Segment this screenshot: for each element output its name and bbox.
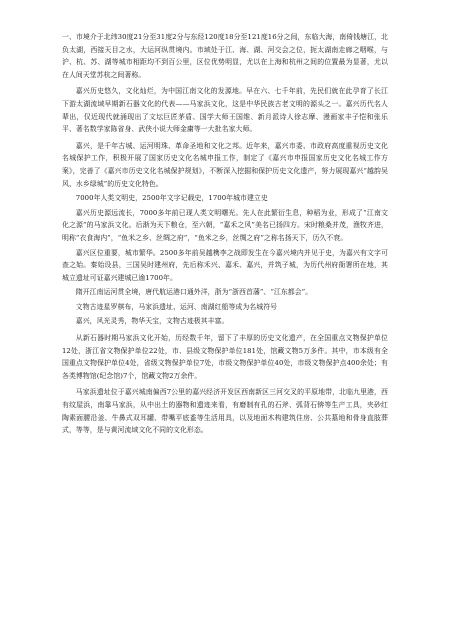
paragraph-city-founding: 嘉兴区位重要，城市繁华。2500多年前吴越槜李之战即发生在今嘉兴境内并见于史，为嘉兴有文字可查之始。秦始设县，三国吴时建州府，先后称禾兴、嘉禾、嘉兴，并筑子城，为历代州府衙署所在地，其城立遗址可证嘉兴建城已逾1700年。 <box>62 248 388 282</box>
section-heading-relics: 文物古迹星罗棋布，马家浜遗址、运河、南湖红船等成为名城符号 <box>75 302 278 311</box>
section-heading-civilization: 7000年人类文明史，2500年文字记载史，1700年城市建立史 <box>75 194 268 203</box>
paragraph-majiabang-site: 马家浜遗址位于嘉兴城南偏西7公里的嘉兴经济开发区西南新区三河交叉的平原地带，北临九里港，西有纹屋浜，南靠马家浜，从中出土的器物和遗迹来看，有磨制有孔的石斧、弧背石锛等生产工具，夹砂红陶素面腰沿釜、牛鼻式双耳罐、带嘴平底盉等生活用具，以及地面木构建筑住房、公共墓地和骨身直肢葬式，等等，是与黄河流域文化不同的文化形态。 <box>62 388 388 435</box>
paragraph-canal: 隋开江南运河贯全境，唐代航运港口通外洋，浙为“浙西首藩”、“江东都会”。 <box>75 288 313 297</box>
paragraph-origins: 嘉兴历史源远流长，7000多年前已现人类文明曙光。先人在此繁衍生息，种稻为业，形成了“江南文化之源”的马家浜文化。后渐为天下粮仓，至六朝，“嘉禾之风”美名已扬四方。宋时粮桑并茂，渔牧齐进，明称“衣食海内”，“鱼米之乡、丝绸之府”，“鱼米之乡，丝绸之府”之称名扬天下，历久不衰。 <box>62 208 388 242</box>
paragraph-history: 嘉兴历史悠久，文化灿烂，为中国江南文化的发源地。早在六、七千年前，先民们就在此孕育了长江下游太湖流域早期新石器文化的代表——马家浜文化，这是中华民族古老文明的源头之一。嘉兴历代名人辈出，仅近现代就涌现出了文坛巨匠茅盾、国学大师王国维、新月派诗人徐志摩、漫画家丰子恺和张乐平、著名数学家陈省身、武侠小说大师金庸等一大批名家大师。 <box>62 87 388 134</box>
paragraph-scenery: 嘉兴，风光灵秀，物华天宝，文物古迹极其丰富。 <box>75 317 229 326</box>
paragraph-location: 一、市境介于北纬30度21分至31度2分与东经120度18分至121度16分之间，东临大海，南倚钱塘江，北负太湖，西接天目之水，大运河纵贯境内。市域处于江、海、湖、河交会之位，扼太湖南走廊之咽喉，与沪、杭、苏、湖等城市相距均不到百公里，区位优势明显，尤以在上海和杭州之间的位置最为显著，尤以在人间天堂苏杭之间著称。 <box>62 33 388 79</box>
paragraph-heritage-stats: 从新石器时期马家浜文化开始，历经数千年，留下了丰厚的历史文化遗产，在全国重点文物保护单位12处，浙江省文物保护单位22处，市、县级文物保护单位181处，馆藏文物5万多件。其中，市本级有全国重点文物保护单位4处，省级文物保护单位7处，市级文物保护单位40处，市级文物保护点400余处；有各类博物馆(纪念馆)7个，馆藏文物2万余件。 <box>62 334 388 380</box>
paragraph-cultural-city: 嘉兴，是千年古城、运河明珠、革命圣地和文化之邦。近年来，嘉兴市委、市政府高度重视历史文化名城保护工作，积极开展了国家历史文化名城申报工作，制定了《嘉兴市申报国家历史文化名城工作方案》，完善了《嘉兴市历史文化名城保护规划》，不断深入挖掘和保护历史文化遗产，努力展现嘉兴“越韵吴风、水乡绿城”的历史文化特色。 <box>62 141 388 188</box>
